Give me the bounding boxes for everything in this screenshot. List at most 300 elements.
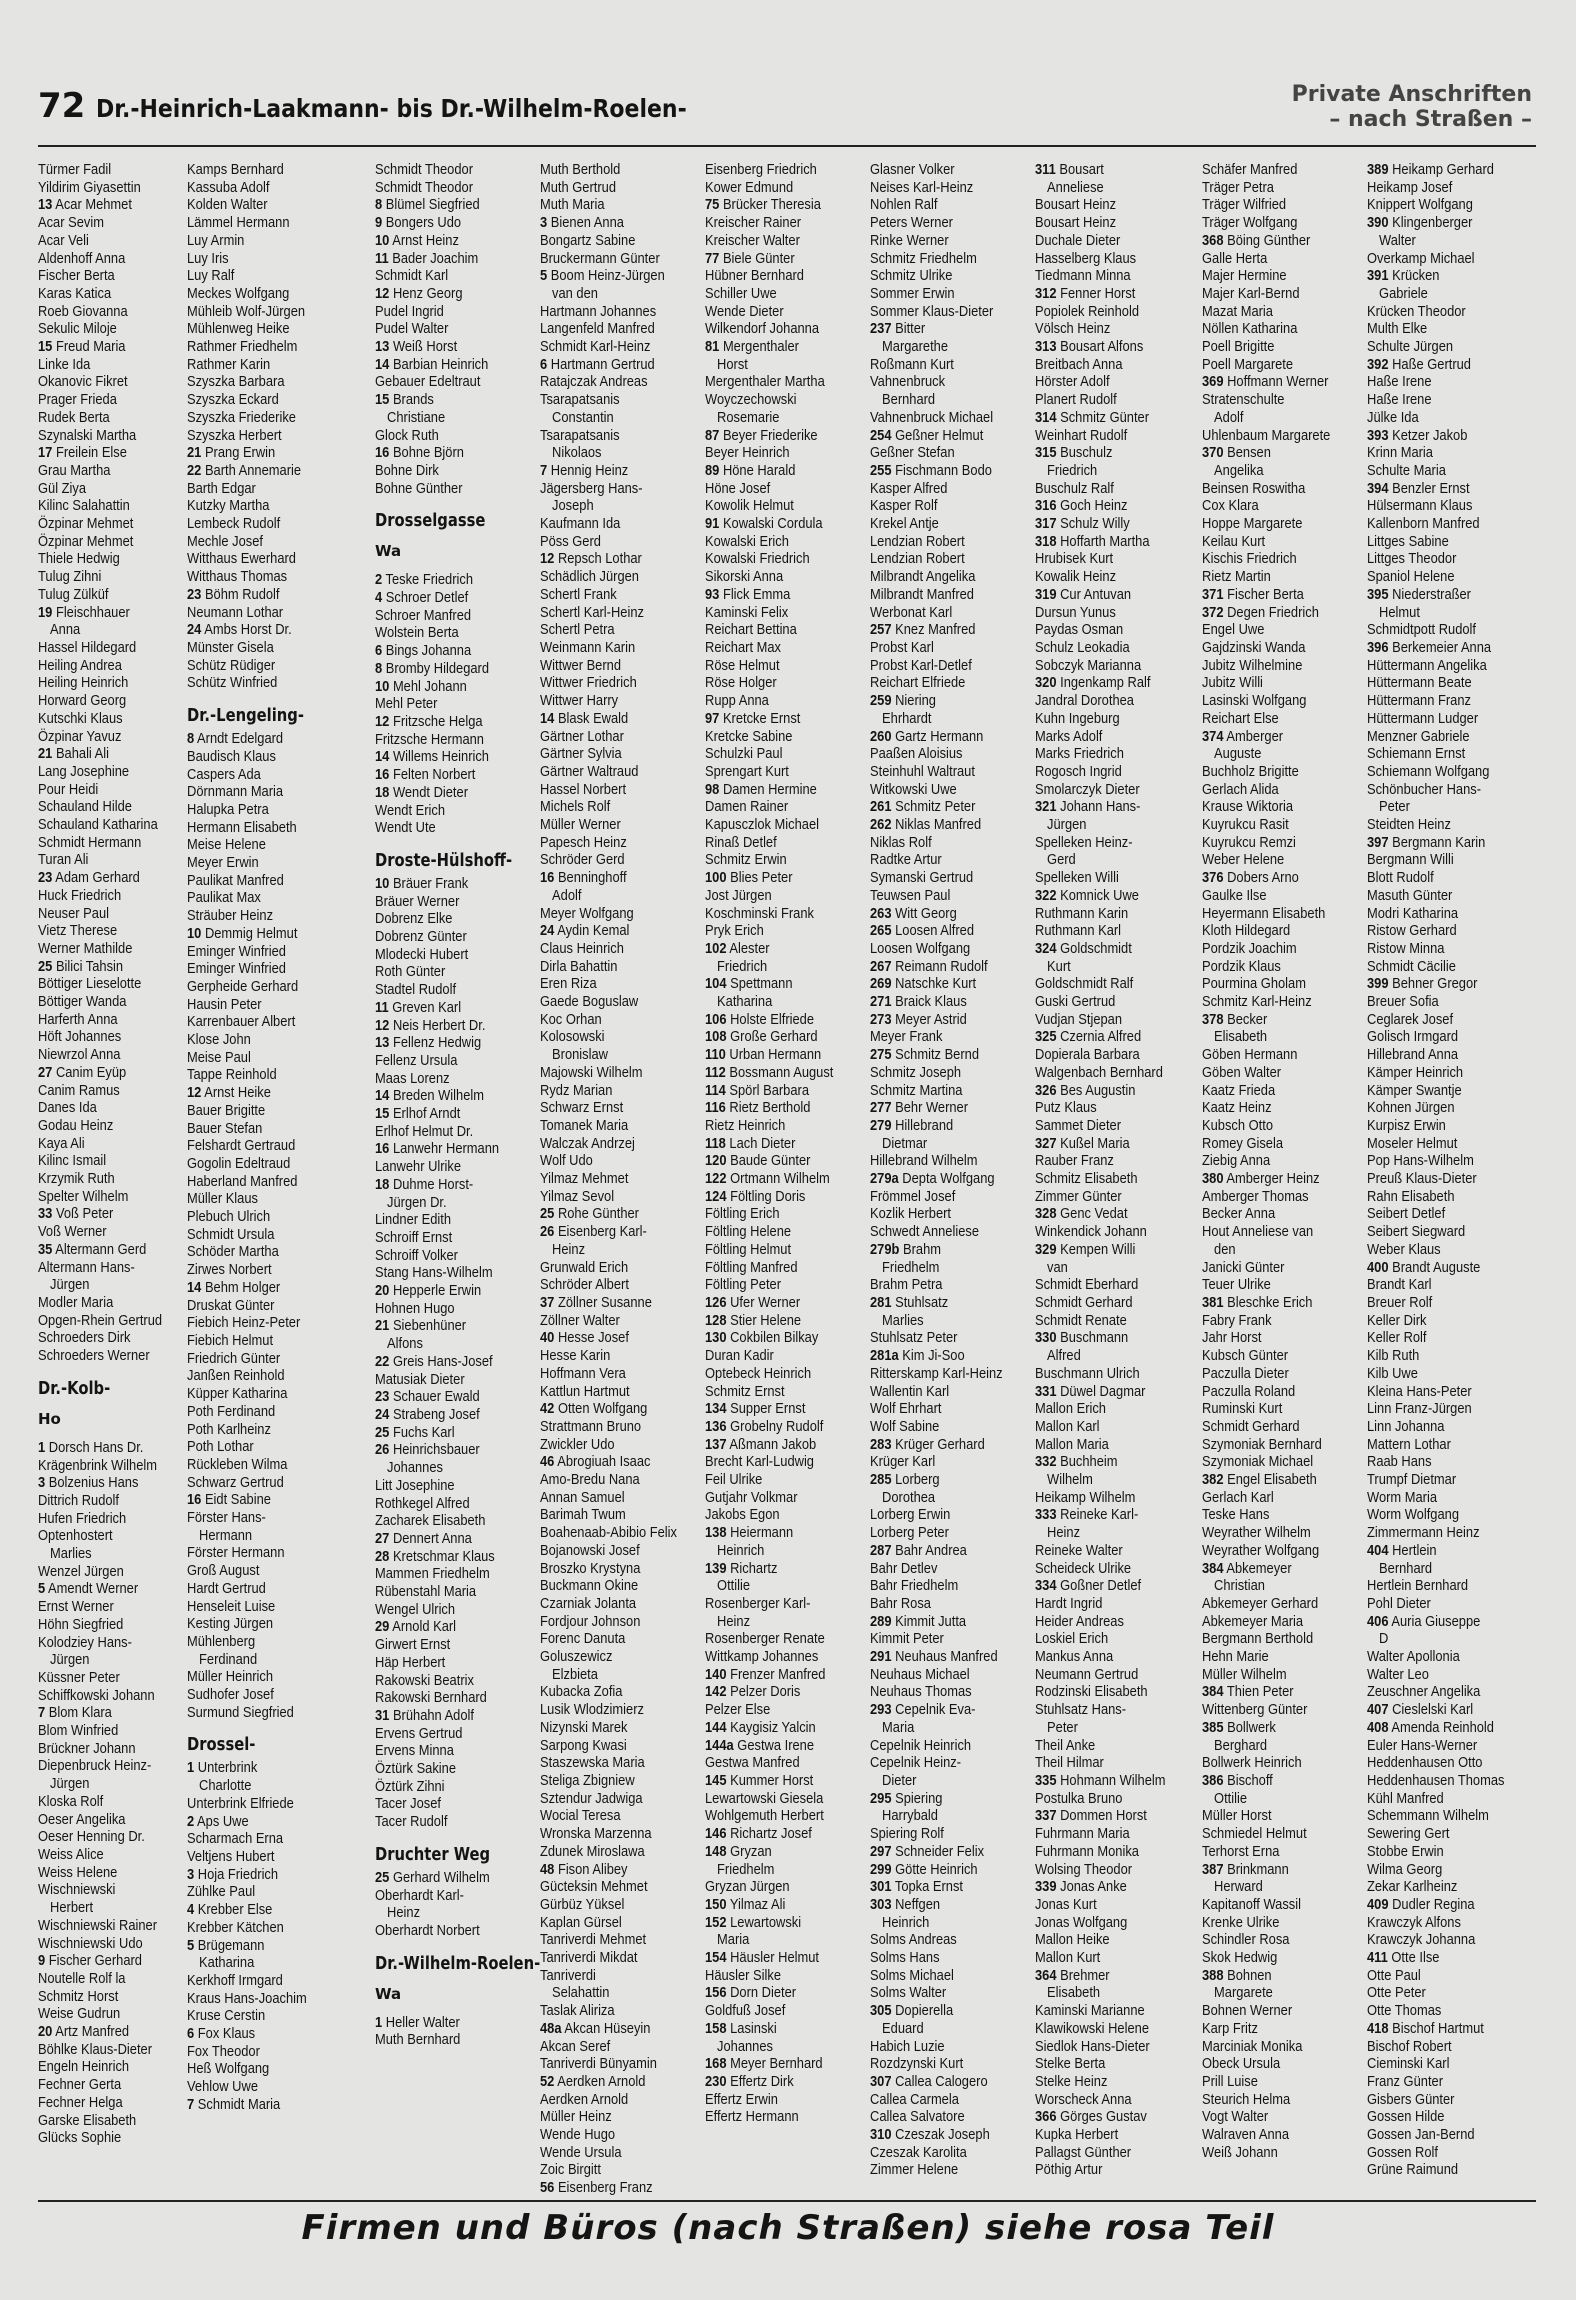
resident-entry [1035,745,1190,763]
resident-entry [1202,161,1357,179]
resident-name: Lasinski [730,2019,777,2037]
resident-name: Hillebrand Anna [1367,1046,1459,1064]
resident-name: Szymoniak Bernhard [1202,1435,1322,1453]
resident-entry [38,303,193,321]
resident-name: Thiele Hedwig [38,550,120,568]
resident-entry [187,1279,342,1297]
resident-entry [375,893,530,911]
resident-name: Wocial Teresa [540,1807,621,1825]
resident-entry [1035,1878,1190,1896]
resident-entry [375,1565,530,1583]
resident-name: Bongartz Sabine [540,231,636,249]
resident-name: Boom Heinz-Jürgen [550,267,665,285]
resident-entry [870,1577,1025,1595]
resident-name: Neises Karl-Heinz [870,178,974,196]
resident-entry [38,1329,193,1347]
house-number: 277 [870,1099,892,1117]
resident-name: Euler Hans-Werner [1367,1736,1478,1754]
resident-name: Schiffkowski Johann [38,1686,155,1704]
resident-name: Vehlow Uwe [187,2078,258,2096]
resident-entry [1035,1542,1190,1560]
house-number: 9 [375,214,383,232]
resident-entry [540,1542,695,1560]
house-number: 1 [375,2013,383,2031]
resident-name: Koc Orhan [540,1010,602,1028]
house-number: 138 [705,1524,727,1542]
resident-name: Callea Calogero [895,2072,988,2090]
resident-name: Probst Karl [870,638,934,656]
resident-entry [1202,604,1357,622]
resident-name: Goldschmidt [1060,939,1132,957]
resident-name: Pordzik Klaus [1202,957,1281,975]
resident-entry [375,819,530,837]
resident-entry [540,267,695,285]
resident-entry [1202,781,1357,799]
resident-entry [375,1034,530,1052]
resident-entry [1035,834,1190,852]
resident-entry [38,1687,193,1705]
resident-entry [540,1577,695,1595]
resident-name: Frenzer Manfred [730,1665,826,1683]
resident-name: Kower Edmund [705,178,794,196]
resident-entry [1367,1577,1522,1595]
resident-name: Gossen Hilde [1367,2108,1445,2126]
resident-entry [375,1087,530,1105]
directory-column [540,161,695,2197]
resident-name: Voß Peter [55,1205,114,1223]
resident-entry [187,854,342,872]
resident-entry [375,678,530,696]
house-number: 269 [870,975,892,993]
resident-name: Hüttermann Franz [1367,692,1471,710]
resident-name: Fleischhauer [55,603,130,621]
house-number: 368 [1202,231,1224,249]
resident-name: Otten Wolfgang [557,1400,648,1418]
resident-entry [1035,1011,1190,1029]
resident-name: Engeln Heinrich [38,2058,130,2076]
house-number: 12 [375,1016,390,1034]
resident-name: Kolodziey Hans- [38,1633,132,1651]
resident-entry [1202,1790,1369,1808]
resident-name: Lanwehr Ulrike [375,1158,462,1176]
resident-name: Fischer Berta [38,267,115,285]
resident-name: Meise Paul [187,1048,251,1066]
resident-entry [375,1778,530,1796]
resident-entry [375,1512,530,1530]
resident-entry [870,1329,1025,1347]
resident-entry [375,1548,530,1566]
resident-name: Werbonat Karl [870,603,953,621]
resident-entry [540,391,695,409]
resident-name: Schulz Willy [1060,515,1130,533]
resident-entry [1202,922,1357,940]
resident-name: Keller Rolf [1367,1329,1427,1347]
resident-name: Litt Josephine [375,1476,455,1494]
resident-name: Linn Franz-Jürgen [1367,1400,1472,1418]
resident-name: Gerlach Alida [1202,780,1279,798]
resident-entry [1367,1418,1522,1436]
resident-entry [540,1152,695,1170]
resident-name: Heddenhausen Thomas [1367,1771,1505,1789]
resident-name: Christian [1214,1577,1265,1595]
resident-name: Röse Holger [705,674,777,692]
resident-entry [1202,728,1357,746]
resident-name: Preuß Klaus-Dieter [1367,1170,1477,1188]
house-number: 418 [1367,2019,1389,2037]
resident-name: Acar Veli [38,231,89,249]
resident-name: Damen Hermine [722,780,817,798]
house-number: 314 [1035,408,1057,426]
resident-entry [38,2094,193,2112]
resident-entry [375,875,530,893]
resident-name: Teuer Ulrike [1202,1276,1271,1294]
house-number: 14 [540,709,555,727]
house-number: 329 [1035,1240,1057,1258]
resident-entry [870,568,1025,586]
resident-entry [540,1453,695,1471]
resident-name: Meyer Erwin [187,854,259,872]
resident-entry [1035,2108,1190,2126]
resident-name: Blom Klara [48,1704,112,1722]
resident-entry [1035,869,1190,887]
resident-name: Fiebich Heinz-Peter [187,1314,301,1332]
resident-entry [540,2161,695,2179]
resident-name: Schroer Detlef [385,589,469,607]
house-number: 283 [870,1435,892,1453]
resident-name: Adolf [552,886,582,904]
house-number: 299 [870,1860,892,1878]
resident-name: Höhn Siegfried [38,1615,124,1633]
resident-name: Mallon Kurt [1035,1949,1101,1967]
resident-entry [187,943,342,961]
resident-name: Golisch Irmgard [1367,1028,1459,1046]
resident-name: Kruse Cerstin [187,2007,266,2025]
resident-entry [1367,1506,1522,1524]
resident-name: Jakobs Egon [705,1506,780,1524]
resident-entry [705,1312,860,1330]
resident-entry [1202,2108,1357,2126]
resident-entry [1202,1152,1357,1170]
house-number: 25 [540,1205,555,1223]
resident-entry [1202,1754,1357,1772]
resident-entry [375,1795,530,1813]
resident-entry [375,1441,530,1459]
house-number: 100 [705,869,727,887]
resident-name: Ritterskamp Karl-Heinz [870,1364,1003,1382]
resident-entry [1035,639,1190,657]
resident-name: Hassel Hildegard [38,638,137,656]
resident-entry [187,2043,342,2061]
resident-entry [1202,515,1357,533]
resident-name: Lorberg Peter [870,1524,949,1542]
resident-name: Hassel Norbert [540,780,627,798]
resident-entry [705,2002,860,2020]
resident-entry [187,2096,342,2114]
resident-entry [1202,834,1357,852]
resident-name: Symanski Gertrud [870,869,974,887]
resident-entry [870,1524,1025,1542]
resident-name: Sommer Erwin [870,284,955,302]
resident-name: Dopierella [895,2002,954,2020]
resident-entry [1367,250,1522,268]
resident-entry [540,232,695,250]
resident-entry [870,2055,1025,2073]
resident-name: Mlodecki Hubert [375,945,469,963]
resident-entry [1035,993,1190,1011]
resident-entry [1367,515,1522,533]
resident-name: Margarethe [882,338,949,356]
resident-name: Barbian Heinrich [392,355,489,373]
resident-name: Meckes Wolfgang [187,284,290,302]
resident-entry [870,940,1025,958]
house-number: 279 [870,1116,892,1134]
resident-name: Poell Margarete [1202,355,1294,373]
resident-name: Winkendick Johann [1035,1223,1147,1241]
resident-entry [1035,2073,1190,2091]
house-number: 257 [870,621,892,639]
resident-entry [1202,196,1357,214]
resident-name: Kilinc Salahattin [38,497,130,515]
resident-entry [1367,1542,1522,1560]
resident-entry [38,1793,193,1811]
resident-name: Haße Gertrud [1392,355,1471,373]
resident-entry [705,1152,860,1170]
resident-entry [1202,2126,1357,2144]
house-number: 136 [705,1417,727,1435]
resident-entry [1367,1914,1522,1932]
resident-name: Wenzel Jürgen [38,1562,124,1580]
resident-name: Gossen Jan-Bernd [1367,2126,1475,2144]
resident-name: Ortmann Wilhelm [730,1170,830,1188]
resident-name: Canim Ramus [38,1081,120,1099]
resident-entry [1035,975,1190,993]
resident-entry [187,303,342,321]
resident-entry [1202,1064,1357,1082]
resident-entry [375,1654,530,1672]
resident-entry [540,1896,695,1914]
house-number: 52 [540,2072,555,2090]
resident-name: Dorothea [882,1488,936,1506]
resident-entry [38,2041,193,2059]
resident-entry [375,250,530,268]
resident-entry [1202,267,1357,285]
resident-name: Kleina Hans-Peter [1367,1382,1472,1400]
resident-entry [1035,2020,1190,2038]
resident-name: Ristow Gerhard [1367,922,1457,940]
resident-entry [1367,604,1534,622]
resident-name: Wittwer Bernd [540,656,622,674]
resident-entry [375,1388,530,1406]
resident-name: Bergmann Karin [1392,833,1486,851]
resident-name: Fischer Gerhard [48,1952,142,1970]
resident-name: Cur Antuvan [1060,585,1132,603]
resident-name: Müller Wilhelm [1202,1665,1287,1683]
resident-name: Sudhofer Josef [187,1686,274,1704]
resident-entry [1035,427,1190,445]
house-number: 20 [38,2023,53,2041]
resident-name: Siebenhüner [392,1317,467,1335]
resident-entry [1035,444,1190,462]
resident-name: Hüttermann Ludger [1367,709,1479,727]
resident-entry [540,851,695,869]
resident-entry [1367,869,1522,887]
resident-name: Peter [1379,798,1410,816]
resident-entry [705,391,860,409]
resident-name: Götte Heinrich [895,1860,978,1878]
resident-entry [1367,674,1522,692]
resident-entry [375,1922,530,1940]
house-number: 15 [38,338,53,356]
resident-entry [1367,285,1534,303]
house-number: 325 [1035,1028,1057,1046]
resident-name: Solms Walter [870,1984,947,2002]
resident-name: Jonas Anke [1060,1878,1127,1896]
resident-name: Ehrhardt [882,709,932,727]
resident-name: Wilma Georg [1367,1860,1443,1878]
resident-entry [1367,1683,1522,1701]
house-number: 10 [375,231,390,249]
house-number: 21 [375,1317,390,1335]
resident-entry [870,1276,1025,1294]
house-number: 16 [375,766,390,784]
resident-name: Oeser Henning Dr. [38,1828,145,1846]
house-number: 307 [870,2072,892,2090]
resident-entry [375,179,530,197]
resident-entry [1035,1967,1190,1985]
resident-name: Majowski Wilhelm [540,1063,643,1081]
resident-name: Urban Hermann [729,1046,822,1064]
resident-name: Matusiak Dieter [375,1370,465,1388]
resident-name: Kretschmar Klaus [392,1547,495,1565]
house-number: 15 [375,1105,390,1123]
resident-name: Eduard [882,2019,924,2037]
resident-name: Schmidt Theodor [375,178,473,196]
resident-entry [870,1542,1025,1560]
resident-entry [705,214,860,232]
resident-name: Rietz Martin [1202,568,1271,586]
resident-entry [540,338,695,356]
house-number: 24 [375,1406,390,1423]
resident-name: Cepelnik Heinrich [870,1736,972,1754]
resident-name: Jägersberg Hans- [540,479,643,497]
resident-entry [38,657,193,675]
resident-entry [187,819,342,837]
resident-name: Maria [717,1931,750,1949]
house-number: 400 [1367,1258,1389,1276]
resident-entry [375,2031,530,2049]
resident-entry [1035,1754,1190,1772]
house-number: 395 [1367,585,1389,603]
resident-name: Worm Maria [1367,1488,1438,1506]
resident-entry [1035,550,1190,568]
resident-name: Topka Ernst [894,1878,964,1896]
resident-name: Joseph [552,497,594,515]
resident-name: Becker Anna [1202,1205,1276,1223]
resident-entry [540,533,695,551]
resident-entry [187,1598,342,1616]
resident-name: Kloska Rolf [38,1792,104,1810]
resident-name: Görges Gustav [1060,2108,1147,2126]
house-number: 385 [1202,1718,1224,1736]
resident-name: Felten Norbert [392,766,476,784]
resident-entry [870,604,1025,622]
resident-name: Schmitz Joseph [870,1063,962,1081]
resident-entry [187,320,342,338]
resident-entry [705,1082,860,1100]
resident-entry [187,267,342,285]
resident-name: Sammet Dieter [1035,1116,1122,1134]
resident-entry [38,480,193,498]
resident-name: Krebber Else [197,1901,273,1919]
resident-entry [1202,1099,1357,1117]
resident-name: Rinke Werner [870,231,949,249]
resident-entry [540,869,695,887]
resident-name: Ambs Horst Dr. [204,621,292,639]
resident-entry [870,267,1025,285]
resident-name: Sommer Klaus-Dieter [870,302,994,320]
resident-entry [540,798,695,816]
resident-name: Harferth Anna [38,1010,118,1028]
resident-name: Bousart Alfons [1060,338,1144,356]
resident-entry [1367,958,1522,976]
footer-divider [38,2200,1536,2202]
resident-entry [540,1312,695,1330]
house-number: 411 [1367,1949,1388,1967]
resident-entry [38,356,193,374]
section-heading-line-2: – nach Straßen – [1329,107,1532,132]
resident-name: Schauland Katharina [38,816,158,834]
resident-entry [1035,728,1190,746]
resident-entry [187,480,342,498]
resident-name: Johannes [717,2037,773,2055]
resident-entry [870,444,1025,462]
resident-name: Fellenz Ursula [375,1051,458,1069]
resident-entry [870,2126,1025,2144]
house-number: 390 [1367,214,1389,232]
resident-name: Elisabeth [1214,1028,1268,1046]
resident-entry [1035,1383,1190,1401]
resident-name: Milbrandt Manfred [870,585,974,603]
house-number: 87 [705,426,720,444]
house-number: 25 [375,1423,390,1441]
resident-entry [1367,2126,1522,2144]
resident-entry [1367,1259,1522,1277]
resident-entry [1367,179,1522,197]
resident-entry [187,1759,342,1777]
resident-entry [38,2112,193,2130]
resident-entry [870,745,1025,763]
resident-entry [1367,1719,1522,1737]
resident-name: Barth Edgar [187,479,256,497]
resident-name: Sträuber Heinz [187,907,274,925]
resident-entry [1202,303,1357,321]
resident-entry [187,978,342,996]
resident-entry [870,1205,1025,1223]
resident-name: Schmidt Eberhard [1035,1276,1139,1294]
resident-name: Niklas Rolf [870,833,932,851]
resident-entry [375,660,530,678]
resident-name: Freilein Else [55,444,127,462]
house-number: 370 [1202,444,1224,462]
resident-entry [1035,940,1190,958]
resident-entry [1035,2002,1190,2020]
resident-entry [1202,1896,1357,1914]
resident-name: Fritzsche Helga [392,712,483,730]
resident-entry [1367,2144,1522,2162]
resident-entry [540,1046,707,1064]
resident-name: Krägenbrink Wilhelm [38,1456,158,1474]
resident-name: Tsarapatsanis [540,391,620,409]
